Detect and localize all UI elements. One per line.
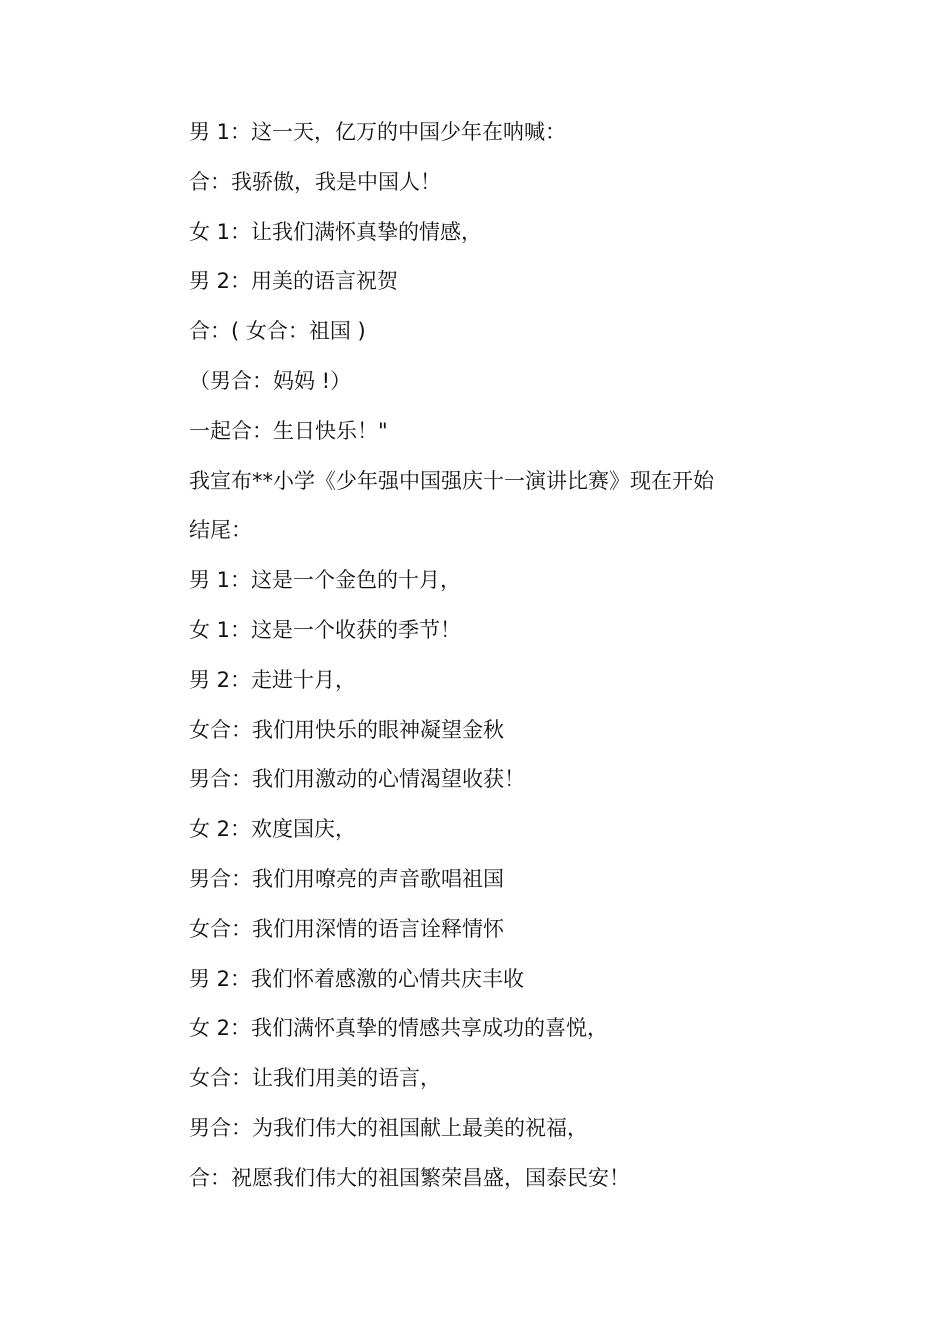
script-line: 合：( 女合：祖国 ) <box>189 319 366 344</box>
script-line: （男合：妈妈 !） <box>189 368 352 393</box>
script-line: 男 2：我们怀着感激的心情共庆丰收 <box>189 966 525 991</box>
script-line: 男合：我们用激动的心情渴望收获！ <box>189 767 525 792</box>
script-line: 女合：让我们用美的语言， <box>189 1066 441 1091</box>
script-line: 合：我骄傲，我是中国人！ <box>189 169 441 194</box>
script-line: 女合：我们用深情的语言诠释情怀 <box>189 916 504 941</box>
script-line: 男合：我们用嘹亮的声音歌唱祖国 <box>189 866 504 891</box>
script-line: 男 2：用美的语言祝贺 <box>189 269 399 294</box>
script-line: 男合：为我们伟大的祖国献上最美的祝福， <box>189 1115 588 1140</box>
script-line: 一起合：生日快乐！" <box>189 418 388 443</box>
section-heading: 结尾： <box>189 518 252 543</box>
script-line: 合：祝愿我们伟大的祖国繁荣昌盛，国泰民安！ <box>189 1165 630 1190</box>
script-line: 女 1：这是一个收获的季节！ <box>189 617 462 642</box>
script-line: 我宣布**小学《少年强中国强庆十一演讲比赛》现在开始 <box>189 468 714 493</box>
script-lines <box>189 114 889 1210</box>
script-line: 男 1：这一天，亿万的中国少年在呐喊： <box>189 120 567 144</box>
script-line: 女合：我们用快乐的眼神凝望金秋 <box>189 717 504 742</box>
script-line: 男 1：这是一个金色的十月， <box>189 568 462 593</box>
script-line: 女 2：我们满怀真挚的情感共享成功的喜悦， <box>189 1016 609 1041</box>
script-line: 女 2：欢度国庆， <box>189 817 357 842</box>
script-line: 男 2：走进十月， <box>189 667 357 692</box>
script-line: 女 1：让我们满怀真挚的情感， <box>189 219 483 244</box>
